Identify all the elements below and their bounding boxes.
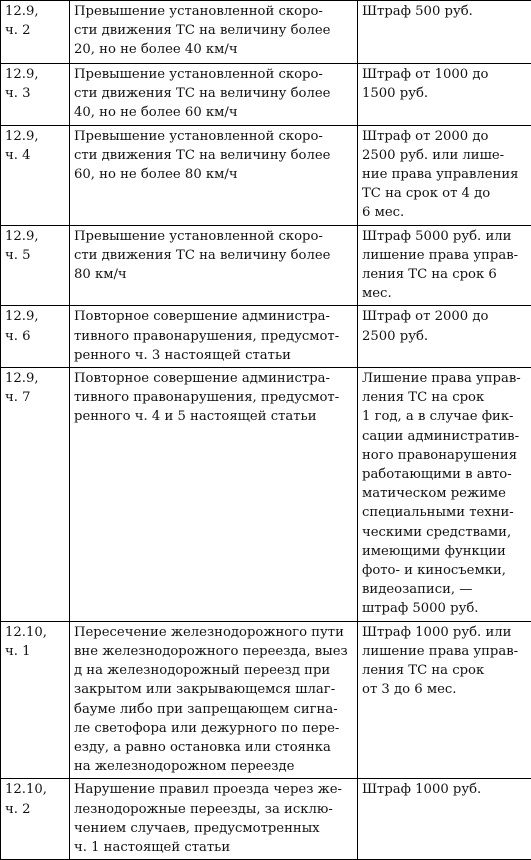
penalty-cell: Штраф от 1000 до 1500 руб. xyxy=(358,64,531,126)
article-cell: 12.10, ч. 1 xyxy=(1,621,70,779)
penalty-cell: Штраф 1000 руб. или лишение права управ- ления ТС на срок от 3 до 6 мес. xyxy=(358,621,531,779)
offense-cell: Превышение установленной скоро- сти движения ТС на величину более 40, но не более 60 км/ч xyxy=(70,64,358,126)
article-cell: 12.10, ч. 2 xyxy=(1,779,70,860)
penalty-cell: Лишение права управ- ления ТС на срок 1 год, а в случае фик- сации административ- ного правонарушения работающими в авто- матическом режиме специальными техни- ческими средствами, имеющими функции фото- и киносъемки, видеозаписи, — штраф 5000 руб. xyxy=(358,368,531,622)
offense-cell: Повторное совершение администра- тивного правонарушения, предусмот- ренного ч. 3 настоящей статьи xyxy=(70,306,358,368)
table-row xyxy=(1,125,531,225)
table-row xyxy=(1,64,531,126)
offense-cell: Пересечение железнодорожного пути вне железнодорожного переезда, выез д на железнодорожный переезд при закрытом или закрывающемся шлаг- бауме либо при запрещающем сигна- ле светофора или дежурного по пере- езду, а равно остановка или стоянка на железнодорожном переезде xyxy=(70,621,358,779)
penalty-cell: Штраф 500 руб. xyxy=(358,1,531,64)
offense-cell: Превышение установленной скоро- сти движения ТС на величину более 80 км/ч xyxy=(70,225,358,306)
table-row xyxy=(1,225,531,306)
table-row xyxy=(1,306,531,368)
offense-cell: Повторное совершение администра- тивного правонарушения, предусмот- ренного ч. 4 и 5 настоящей статьи xyxy=(70,368,358,622)
penalty-cell: Штраф 1000 руб. xyxy=(358,779,531,860)
penalty-cell: Штраф 5000 руб. или лишение права управ- ления ТС на срок 6 мес. xyxy=(358,225,531,306)
table-row xyxy=(1,1,531,64)
article-cell: 12.9, ч. 2 xyxy=(1,1,70,64)
offense-cell: Превышение установленной скоро- сти движения ТС на величину более 60, но не более 80 км/ч xyxy=(70,125,358,225)
penalty-cell: Штраф от 2000 до 2500 руб. или лише- ние права управления ТС на срок от 4 до 6 мес. xyxy=(358,125,531,225)
table-row xyxy=(1,779,531,860)
article-cell: 12.9, ч. 4 xyxy=(1,125,70,225)
article-cell: 12.9, ч. 7 xyxy=(1,368,70,622)
article-cell: 12.9, ч. 6 xyxy=(1,306,70,368)
article-cell: 12.9, ч. 3 xyxy=(1,64,70,126)
penalty-cell: Штраф от 2000 до 2500 руб. xyxy=(358,306,531,368)
article-cell: 12.9, ч. 5 xyxy=(1,225,70,306)
table-row xyxy=(1,368,531,622)
table-row xyxy=(1,621,531,779)
offense-cell: Нарушение правил проезда через же- лезнодорожные переезды, за исклю- чением случаев, предусмотренных ч. 1 настоящей статьи xyxy=(70,779,358,860)
offense-cell: Превышение установленной скоро- сти движения ТС на величину более 20, но не более 40 км/ч xyxy=(70,1,358,64)
